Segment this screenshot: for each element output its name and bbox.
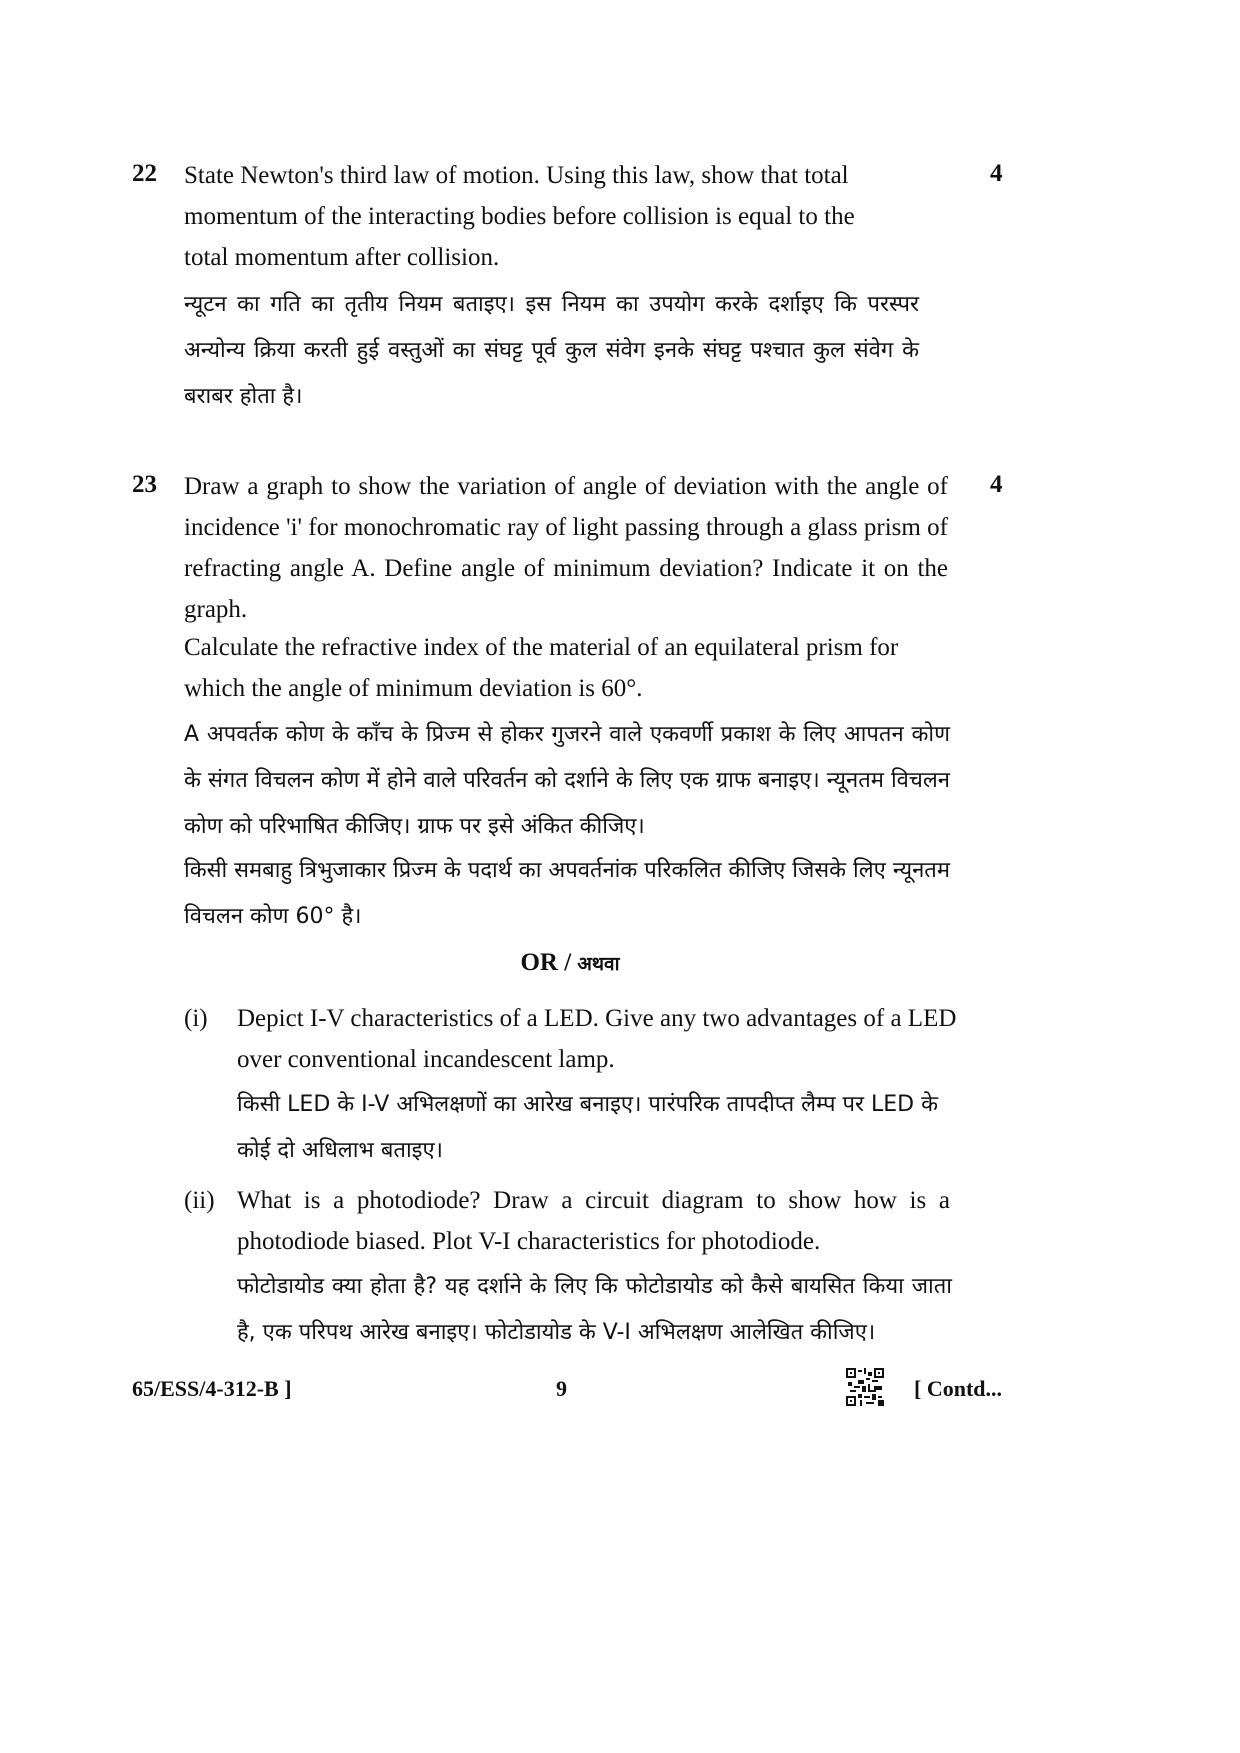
q22-hindi-text: न्यूटन का गति का तृतीय नियम बताइए। इस नियम का उपयोग करके दर्शाइए कि परस्पर अन्योन्य क्रिया करती हुई वस्तुओं का संघट्ट पूर्व कुल संवेग इनके संघट्ट पश्चात कुल संवेग के बराबर होता है। — [184, 292, 919, 409]
paper-code: 65/ESS/4-312-B ] — [132, 1376, 292, 1401]
marks-23: 4 — [990, 471, 1003, 498]
qr-code-icon — [846, 1368, 884, 1406]
question-number-22: 22 — [132, 160, 157, 187]
part-i-hindi-text: किसी LED के I-V अभिलक्षणों का आरेख बनाइए। पारंपरिक तापदीप्त लैम्प पर LED के कोई दो अधिलाभ बताइए। — [237, 1092, 938, 1163]
continued-label: [ Contd... — [914, 1376, 1003, 1401]
question-number-23: 23 — [132, 471, 157, 498]
q22-english-text: State Newton's third law of motion. Using this law, show that total momentum of the interacting bodies before collision is equal to the total momentum after collision. — [184, 162, 855, 271]
page-number: 9 — [556, 1376, 567, 1401]
marks-22: 4 — [990, 160, 1003, 187]
part-i-english-text: Depict I-V characteristics of a LED. Give any two advantages of a LED over conventional incandescent lamp. — [237, 1005, 957, 1073]
part-ii-label: (ii) — [184, 1187, 215, 1214]
q23-english-text-1: Draw a graph to show the variation of angle of deviation with the angle of incidence 'i' for monochromatic ray of light passing through a glass prism of refracting angle A. Define angle of minimum deviation? Indicate it on the graph. — [184, 473, 948, 623]
or-separator — [0, 949, 1140, 977]
q23-hindi-text-1: A अपवर्तक कोण के काँच के प्रिज्म से होकर गुजरने वाले एकवर्णी प्रकाश के लिए आपतन कोण के संगत विचलन कोण में होने वाले परिवर्तन को दर्शाने के लिए एक ग्राफ बनाइए। न्यूनतम विचलन कोण को परिभाषित कीजिए। ग्राफ पर इसे अंकित कीजिए। — [184, 722, 950, 839]
q23-english-text-2: Calculate the refractive index of the material of an equilateral prism for which the angle of minimum deviation is 60°. — [184, 634, 899, 702]
part-ii-hindi-text: फोटोडायोड क्या होता है? यह दर्शाने के लिए कि फोटोडायोड को कैसे बायसित किया जाता है, एक परिपथ आरेख बनाइए। फोटोडायोड के V-I अभिलक्षण आलेखित कीजिए। — [237, 1274, 952, 1345]
part-i-label: (i) — [184, 1005, 208, 1032]
or-hindi: अथवा — [577, 953, 620, 975]
q23-hindi-text-2: किसी समबाहु त्रिभुजाकार प्रिज्म के पदार्थ का अपवर्तनांक परिकलित कीजिए जिसके लिए न्यूनतम विचलन कोण 60° है। — [184, 858, 950, 929]
part-ii-english-text: What is a photodiode? Draw a circuit diagram to show how is a photodiode biased. Plot V-I characteristics for photodiode. — [237, 1187, 950, 1255]
or-english: OR / — [520, 949, 572, 976]
